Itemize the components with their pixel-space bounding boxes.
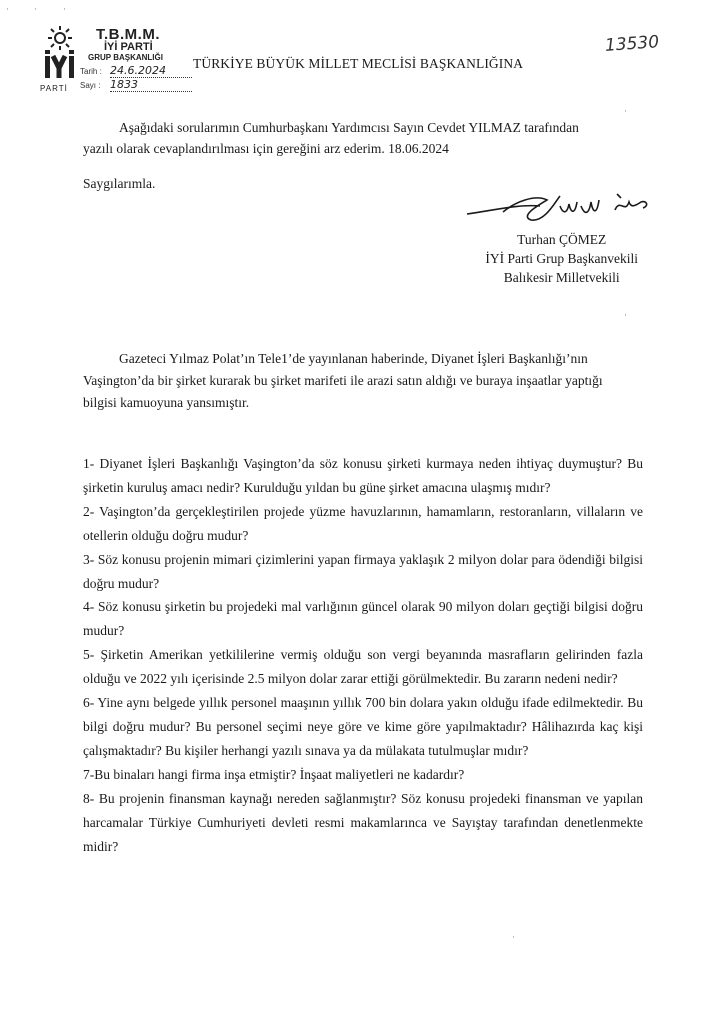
stamp-brand: PARTİ	[40, 84, 68, 93]
questions-list	[83, 452, 643, 858]
signatory-block	[485, 230, 638, 287]
body-line-1: Gazeteci Yılmaz Polat’ın Tele1’de yayınlanan haberinde, Diyanet İşleri Başkanlığı’nın	[119, 351, 588, 366]
handwritten-document-number: 13530	[604, 32, 660, 56]
scan-speck: ·	[624, 106, 627, 116]
scan-speck: ·	[624, 310, 627, 320]
question-item: 3- Söz konusu projenin mimari çizimlerini yapan firmaya yaklaşık 2 milyon dolar para ödendiği bilgisi doğru mudur?	[83, 551, 643, 591]
question-item: 5- Şirketin Amerikan yetkililerine vermiş olduğu son vergi beyanında masrafların gelirinden fazla olduğu ve 2022 yılı içerisinde 2.5 milyon dolar zarar ettiği görülmektedir. Bu zararın nedeni nedir?	[83, 647, 643, 687]
question-item: 2- Vaşington’da gerçekleştirilen projede yüzme havuzlarının, hamamların, restoranların, villaların ve otellerin olduğu doğru mudur?	[83, 503, 643, 543]
stamp-number-row	[80, 78, 192, 92]
signatory-name: Turhan ÇÖMEZ	[517, 232, 607, 247]
stamp-date-label: Tarih :	[80, 67, 102, 76]
body-line-3: bilgisi kamuoyuna yansımıştır.	[83, 395, 250, 410]
stamp-party: İYİ PARTİ	[104, 41, 153, 53]
intro-line-1: Aşağıdaki sorularımın Cumhurbaşkanı Yardımcısı Sayın Cevdet YILMAZ tarafından	[119, 120, 579, 135]
document-heading: TÜRKİYE BÜYÜK MİLLET MECLİSİ BAŞKANLIĞINA	[193, 56, 524, 71]
stamp-number-label: Sayı :	[80, 81, 101, 90]
question-item: 1- Diyanet İşleri Başkanlığı Vaşington’da söz konusu şirketi kurmaya neden ihtiyaç duymuştur? Bu şirketin kuruluş amacı nedir? Kurulduğu yıldan bu güne şirket amacına ulaşmış mıdır?	[83, 456, 643, 495]
question-item: 4- Söz konusu şirketin bu projedeki mal varlığının güncel olarak 90 milyon doları geçtiği bilgisi doğru mudur?	[83, 599, 643, 639]
question-item: 8- Bu projenin finansman kaynağı nereden sağlanmıştır? Söz konusu projedeki finansman ve yapılan harcamalar Türkiye Cumhuriyeti devleti resmi makamlarınca ve Sayıştay tarafından denetlenmekte midir?	[83, 790, 643, 854]
stamp-group: GRUP BAŞKANLIĞI	[88, 53, 163, 62]
body-line-2: Vaşington’da bir şirket kurarak bu şirket marifeti ile arazi satın aldığı ve buraya inşaatlar yaptığı	[83, 373, 603, 388]
stamp-number-value: 1833	[110, 78, 192, 92]
scan-speck: ·	[63, 4, 66, 14]
scan-speck: ·	[512, 932, 515, 942]
question-item: 6- Yine aynı belgede yıllık personel maaşının yıllık 700 bin dolara yakın olduğu ifade edilmektedir. Bu bilgi doğru mudur? Bu personel seçimi neye göre ve kime göre yapılmaktadır? Hâlihazırda kaç kişi çalışmaktadır? Bu kişiler herhangi yazılı sınava ya da mülakata tutulmuşlar mıdır?	[83, 695, 643, 758]
signatory-title: İYİ Parti Grup Başkanvekili	[485, 251, 638, 266]
scan-speck: ·	[34, 4, 37, 14]
stamp-date-row	[80, 64, 192, 78]
intro-line-2: yazılı olarak cevaplandırılması için gereğini arz ederim. 18.06.2024	[83, 141, 449, 156]
greeting: Saygılarımla.	[83, 176, 156, 191]
question-item: 7-Bu binaları hangi firma inşa etmiştir? İnşaat maliyetleri ne kadardır?	[83, 766, 465, 782]
stamp-date-value: 24.6.2024	[110, 64, 192, 78]
party-emblem-icon	[42, 24, 78, 84]
handwritten-signature	[465, 184, 665, 230]
parliament-stamp	[42, 24, 192, 96]
scan-speck: ·	[6, 4, 9, 14]
signatory-constituency: Balıkesir Milletvekili	[503, 270, 620, 285]
stamp-title: T.B.M.M.	[96, 26, 160, 43]
